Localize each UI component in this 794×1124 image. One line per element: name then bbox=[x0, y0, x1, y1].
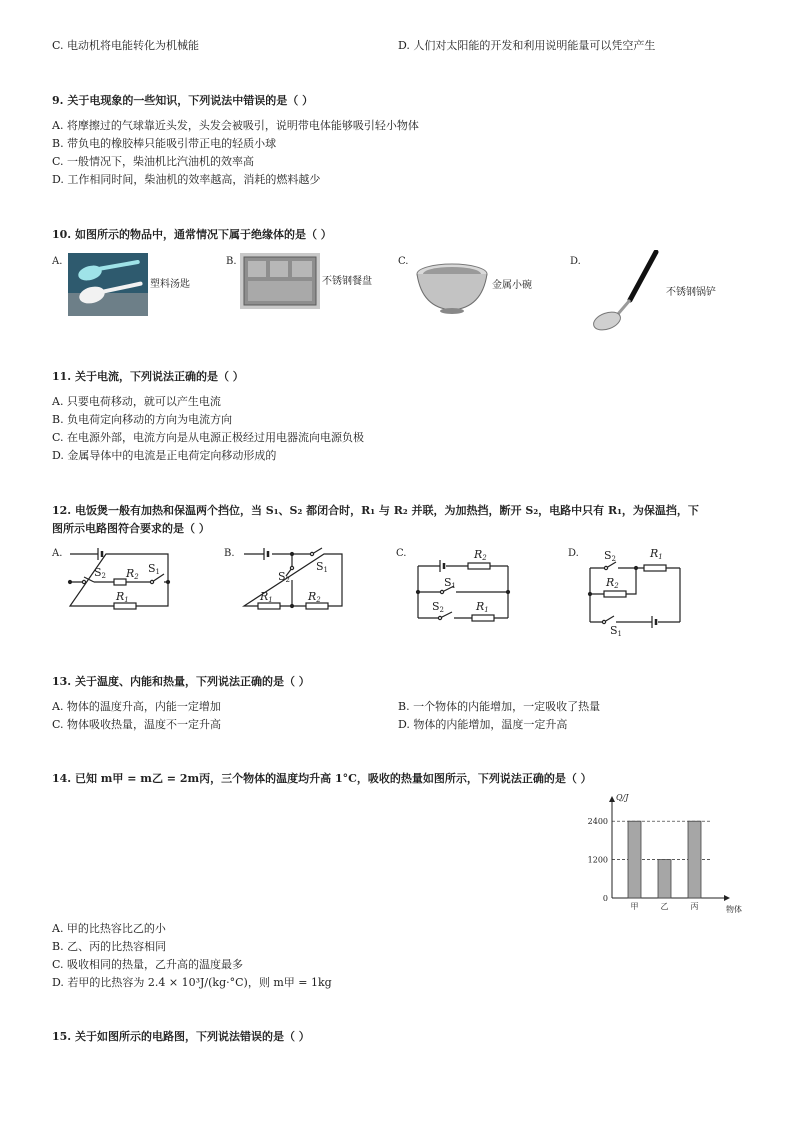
y-axis-label: Q/J bbox=[616, 793, 629, 802]
q13-stem: 13. 关于温度、内能和热量，下列说法正确的是（ ） bbox=[52, 675, 310, 688]
q10-letter-d: D. bbox=[570, 256, 581, 267]
y-tick-label: 0 bbox=[602, 894, 608, 903]
q14-option-a: A. 甲的比热容比乙的小 bbox=[52, 922, 166, 935]
steel-tray-image bbox=[240, 253, 320, 309]
circuit-b-r2-label: R2 bbox=[308, 590, 321, 604]
circuit-c-s2-label: S2 bbox=[432, 600, 445, 614]
q12-letter-d: D. bbox=[568, 548, 579, 559]
circuit-a-s1-label: S1 bbox=[148, 562, 161, 576]
q13-option-d: D. 物体的内能增加，温度一定升高 bbox=[398, 718, 568, 731]
q12-stem-line2: 图所示电路图符合要求的是（ ） bbox=[52, 522, 210, 535]
q9-option-c: C. 一般情况下，柴油机比汽油机的效率高 bbox=[52, 155, 255, 168]
q14-stem: 14. 已知 m甲 = m乙 = 2m丙，三个物体的温度均升高 1°C，吸收的热量如图所示，下列说法正确的是（ ） bbox=[52, 772, 592, 785]
y-tick-label: 2400 bbox=[587, 817, 608, 827]
q10-letter-a: A. bbox=[52, 256, 63, 267]
x-tick-label: 甲 bbox=[630, 902, 639, 911]
bar-丙 bbox=[688, 821, 701, 898]
circuit-b-s2-label: S2 bbox=[278, 570, 291, 584]
circuit-c-r1-label: R1 bbox=[476, 600, 489, 614]
circuit-d-r2-label: R2 bbox=[606, 576, 619, 590]
q11-option-b: B. 负电荷定向移动的方向为电流方向 bbox=[52, 413, 233, 426]
steel-spatula-image bbox=[590, 250, 662, 332]
y-tick-label: 1200 bbox=[587, 855, 608, 865]
q11-option-c: C. 在电源外部，电流方向是从电源正极经过用电器流向电源负极 bbox=[52, 431, 365, 444]
q11-stem: 11. 关于电流，下列说法正确的是（ ） bbox=[52, 370, 244, 383]
q8-option-d: D. 人们对太阳能的开发和利用说明能量可以凭空产生 bbox=[398, 39, 656, 52]
circuit-b-s1-label: S1 bbox=[316, 560, 329, 574]
q10-caption-a: 塑料汤匙 bbox=[150, 279, 190, 290]
metal-bowl-image bbox=[414, 260, 490, 316]
q9-option-b: B. 带负电的橡胶棒只能吸引带正电的轻质小球 bbox=[52, 137, 277, 150]
circuit-d-s2-label: S2 bbox=[604, 549, 617, 563]
q13-option-b: B. 一个物体的内能增加，一定吸收了热量 bbox=[398, 700, 601, 713]
q14-option-c: C. 吸收相同的热量，乙升高的温度最多 bbox=[52, 958, 244, 971]
q9-option-d: D. 工作相同时间，柴油机的效率越高，消耗的燃料越少 bbox=[52, 173, 321, 186]
q13-option-c: C. 物体吸收热量，温度不一定升高 bbox=[52, 718, 222, 731]
q12-letter-b: B. bbox=[224, 548, 235, 559]
q13-option-a: A. 物体的温度升高，内能一定增加 bbox=[52, 700, 221, 713]
circuit-d-s1-label: S1 bbox=[610, 624, 623, 636]
x-tick-label: 乙 bbox=[660, 902, 669, 911]
x-tick-label: 丙 bbox=[690, 902, 699, 911]
q11-option-a: A. 只要电荷移动，就可以产生电流 bbox=[52, 395, 221, 408]
y-axis-arrow bbox=[609, 796, 615, 802]
circuit-a-r1-label: R1 bbox=[116, 590, 129, 604]
q10-stem: 10. 如图所示的物品中，通常情况下属于绝缘体的是（ ） bbox=[52, 228, 332, 241]
q14-bar-chart bbox=[584, 790, 748, 914]
q10-caption-d: 不锈钢锅铲 bbox=[666, 287, 716, 298]
q12-letter-c: C. bbox=[396, 548, 407, 559]
x-axis-label: 物体 bbox=[726, 905, 742, 914]
q11-option-d: D. 金属导体中的电流是正电荷定向移动形成的 bbox=[52, 449, 277, 462]
bar-甲 bbox=[628, 821, 641, 898]
circuit-d-r1-label: R1 bbox=[650, 547, 663, 561]
q12-letter-a: A. bbox=[52, 548, 63, 559]
q10-letter-b: B. bbox=[226, 256, 237, 267]
circuit-a bbox=[64, 544, 176, 616]
circuit-d bbox=[582, 546, 686, 636]
circuit-b bbox=[238, 544, 350, 616]
q9-option-a: A. 将摩擦过的气球靠近头发，头发会被吸引，说明带电体能够吸引轻小物体 bbox=[52, 119, 419, 132]
circuit-c-s1-label: S1 bbox=[444, 576, 457, 590]
circuit-a-r2-label: R2 bbox=[126, 567, 139, 581]
circuit-c-r2-label: R2 bbox=[474, 548, 487, 562]
q10-caption-c: 金属小碗 bbox=[492, 280, 532, 291]
q8-option-c: C. 电动机将电能转化为机械能 bbox=[52, 39, 200, 52]
q12-stem-line1: 12. 电饭煲一般有加热和保温两个挡位，当 S₁、S₂ 都闭合时，R₁ 与 R₂ 并联，为加热挡，断开 S₂，电路中只有 R₁，为保温挡，下 bbox=[52, 504, 699, 517]
circuit-a-s2-label: S2 bbox=[94, 566, 107, 580]
q14-option-d: D. 若甲的比热容为 2.4 × 10³J/(kg·°C)，则 m甲 = 1kg bbox=[52, 976, 332, 989]
circuit-b-r1-label: R1 bbox=[260, 590, 273, 604]
x-axis-arrow bbox=[724, 895, 730, 901]
q15-stem: 15. 关于如图所示的电路图，下列说法错误的是（ ） bbox=[52, 1030, 310, 1043]
q10-letter-c: C. bbox=[398, 256, 409, 267]
q9-stem: 9. 关于电现象的一些知识，下列说法中错误的是（ ） bbox=[52, 94, 314, 107]
circuit-c bbox=[410, 546, 514, 624]
q10-caption-b: 不锈钢餐盘 bbox=[322, 276, 372, 287]
q14-option-b: B. 乙、丙的比热容相同 bbox=[52, 940, 167, 953]
plastic-spoon-image bbox=[68, 253, 148, 316]
bar-乙 bbox=[658, 860, 671, 898]
